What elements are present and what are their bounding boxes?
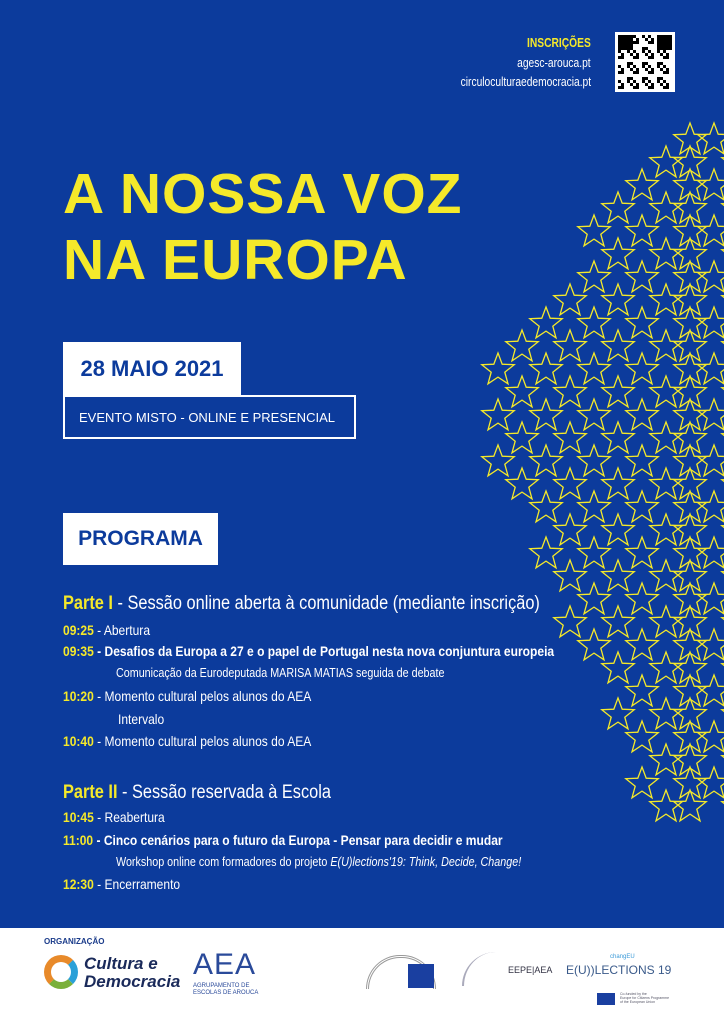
star-icon [674,698,706,729]
star-icon [698,491,724,522]
star-icon [626,767,658,798]
part1-heading: Parte I - Sessão online aberta à comunidade (mediante inscrição) [63,593,540,614]
star-icon [602,652,634,683]
program-heading: PROGRAMA [63,513,218,565]
event-date: 28 MAIO 2021 [63,342,241,395]
schedule-item: 10:40 - Momento cultural pelos alunos do AEA [63,733,312,749]
star-icon [650,790,682,821]
star-icon [602,330,634,361]
eu-flag-icon [408,964,434,988]
star-icon [698,399,724,430]
star-icon [674,330,706,361]
star-icon [626,629,658,660]
star-icon [674,146,706,177]
star-icon [650,514,682,545]
star-icon [698,445,724,476]
registration-label: INSCRIÇÕES [527,36,591,50]
star-icon [626,399,658,430]
cultura-logo-icon [44,955,78,989]
star-icon [626,583,658,614]
star-icon [602,560,634,591]
star-icon [650,652,682,683]
registration-site-2[interactable]: circuloculturaedemocracia.pt [460,75,591,89]
star-icon [698,261,724,292]
star-icon [674,790,706,821]
star-icon [650,238,682,269]
star-icon [626,169,658,200]
star-icon [482,445,514,476]
eepe-logo-icon [462,952,502,986]
schedule-note: Comunicação da Eurodeputada MARISA MATIAS seguida de debate [116,666,445,680]
star-icon [602,422,634,453]
star-icon [674,583,706,614]
star-icon [578,215,610,246]
elections19-logo: E(U))LECTIONS 19 [566,963,672,977]
star-icon [650,698,682,729]
star-icon [674,123,706,154]
star-icon [674,192,706,223]
star-icon [554,560,586,591]
star-icon [626,261,658,292]
star-icon [554,606,586,637]
cultura-democracia-logo: Cultura e Democracia [84,954,181,991]
star-icon [674,560,706,591]
star-icon [578,399,610,430]
star-icon [650,744,682,775]
star-icon [698,629,724,660]
star-icon [554,514,586,545]
star-icon [698,123,724,154]
star-icon [506,330,538,361]
star-icon [674,537,706,568]
star-icon [530,353,562,384]
star-icon [578,629,610,660]
star-icon [674,445,706,476]
part2-heading: Parte II - Sessão reservada à Escola [63,782,331,803]
star-icon [626,537,658,568]
star-icon [650,284,682,315]
star-icon [698,675,724,706]
star-icon [650,330,682,361]
star-icon [578,537,610,568]
star-icon [602,192,634,223]
star-icon [482,353,514,384]
schedule-item: 11:00 - Cinco cenários para o futuro da Europa - Pensar para decidir e mudar [63,832,503,848]
star-icon [554,422,586,453]
star-icon [698,169,724,200]
star-icon [602,238,634,269]
star-icon [698,353,724,384]
star-icon [626,675,658,706]
star-icon [674,422,706,453]
star-icon [674,307,706,338]
star-icon [674,744,706,775]
event-mode: EVENTO MISTO - ONLINE E PRESENCIAL [63,395,356,439]
star-icon [626,721,658,752]
star-icon [674,238,706,269]
star-icon [506,422,538,453]
star-icon [698,721,724,752]
eu-flag-icon [597,993,615,1005]
star-icon [530,399,562,430]
star-icon [650,606,682,637]
star-icon [578,583,610,614]
star-icon [530,307,562,338]
star-icon [674,721,706,752]
star-icon [530,491,562,522]
star-icon [698,583,724,614]
star-icon [674,215,706,246]
title-line-2: NA EUROPA [63,228,408,292]
star-icon [626,445,658,476]
star-icon [674,376,706,407]
star-icon [578,353,610,384]
star-icon [602,698,634,729]
star-icon [626,491,658,522]
schedule-item: 09:25 - Abertura [63,622,151,638]
eepe-logo: EEPE|AEA [508,965,553,975]
star-icon [578,261,610,292]
star-icon [506,468,538,499]
star-icon [674,399,706,430]
schedule-item: 12:30 - Encerramento [63,876,181,892]
star-icon [674,284,706,315]
star-icon [602,514,634,545]
star-icon [554,284,586,315]
star-icon [650,146,682,177]
star-icon [674,767,706,798]
star-icon [530,537,562,568]
star-icon [674,169,706,200]
registration-site-1[interactable]: agesc-arouca.pt [517,56,591,70]
star-icon [650,468,682,499]
star-icon [578,445,610,476]
cofunded-text: Co-funded by the Europe for Citizens Programme of the European Union [620,992,670,1005]
star-icon [674,514,706,545]
qr-code[interactable] [615,32,675,92]
schedule-item: 10:20 - Momento cultural pelos alunos do AEA [63,688,312,704]
star-icon [674,606,706,637]
star-icon [578,307,610,338]
star-icon [602,284,634,315]
schedule-note: Workshop online com formadores do projeto E(U)lections'19: Think, Decide, Change! [116,855,522,869]
star-icon [626,307,658,338]
star-icon [602,376,634,407]
star-icon [650,192,682,223]
title-line-1: A NOSSA VOZ [63,162,463,226]
star-icon [602,468,634,499]
star-icon [698,215,724,246]
schedule-item: 09:35 - Desafios da Europa a 27 e o papel de Portugal nesta nova conjuntura europeia [63,643,555,659]
star-icon [554,376,586,407]
schedule-note: Intervalo [118,711,165,727]
star-icon [626,215,658,246]
star-icon [698,307,724,338]
star-icon [650,376,682,407]
star-icon [674,652,706,683]
star-icon [602,606,634,637]
star-icon [674,675,706,706]
organization-label: ORGANIZAÇÃO [44,937,105,946]
aea-subtitle: AGRUPAMENTO DE ESCOLAS DE AROUCA [193,983,259,997]
star-icon [530,445,562,476]
aea-logo: AEA [193,948,257,981]
star-icon [674,629,706,660]
star-icon [578,491,610,522]
star-icon [506,376,538,407]
star-icon [650,422,682,453]
schedule-item: 10:45 - Reabertura [63,809,165,825]
star-icon [674,353,706,384]
star-icon [626,353,658,384]
star-icon [698,767,724,798]
star-icon [650,560,682,591]
changeu-label: changEU [610,954,635,960]
star-icon [554,468,586,499]
star-icon [554,330,586,361]
star-icon [674,261,706,292]
star-icon [482,399,514,430]
star-icon [674,491,706,522]
star-icon [698,537,724,568]
star-icon [674,468,706,499]
